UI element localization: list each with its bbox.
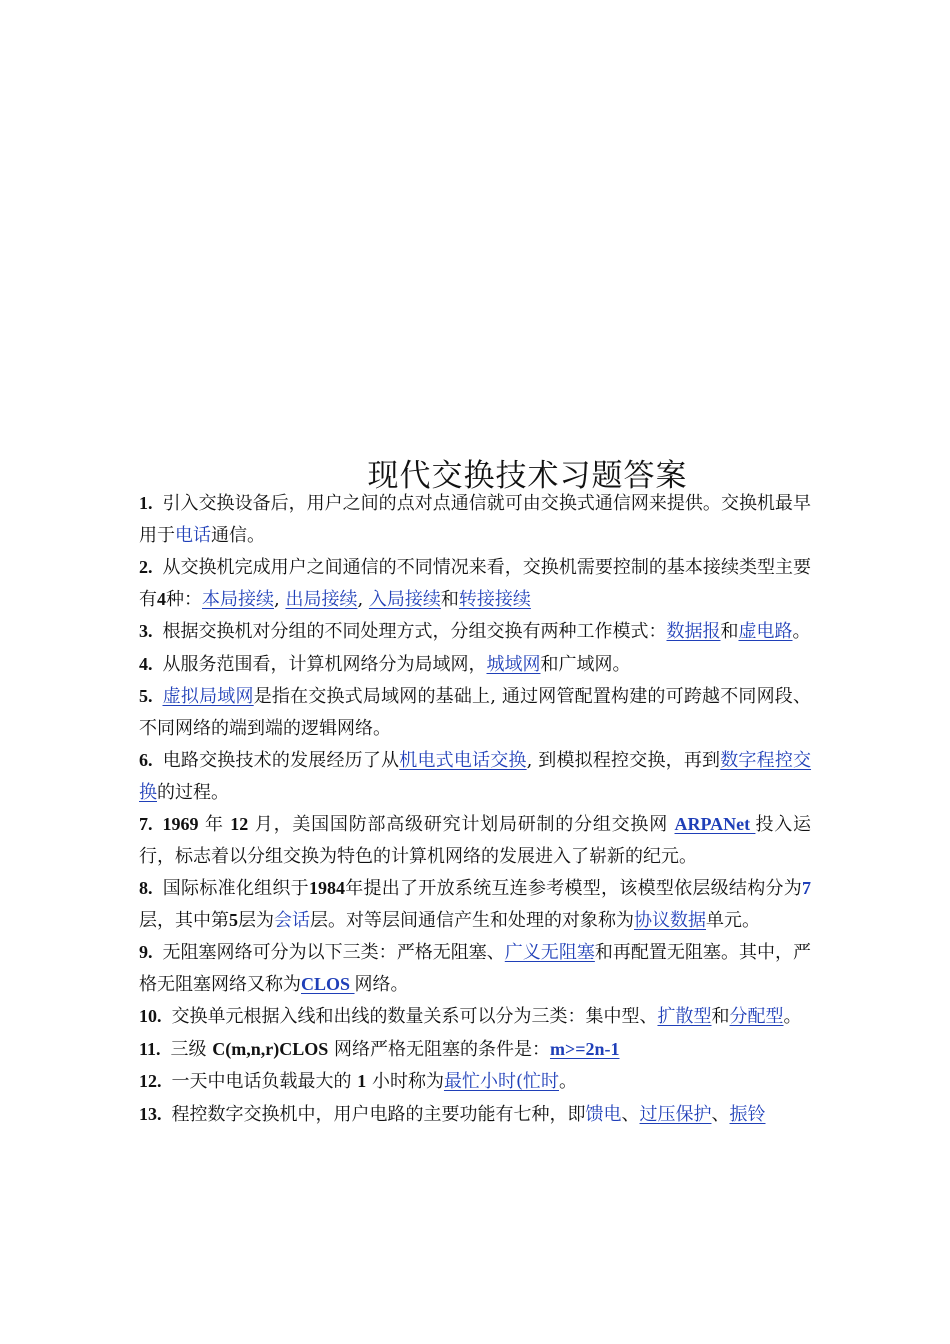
item-text: 年提出了开放系统互连参考模型，该模型依层级结构分为 (344, 878, 803, 899)
answer-link[interactable]: 数字程控交换 (139, 750, 812, 803)
item-text: 电路交换技术的发展经历了从 (162, 750, 400, 771)
item-text: , (274, 588, 286, 610)
answer-link[interactable]: ARPANet (674, 814, 756, 834)
answer-link[interactable]: 过压保护 (639, 1103, 712, 1125)
item-number: 6. (139, 750, 153, 770)
answer-link[interactable]: 本局接续 (202, 588, 274, 610)
answer-link[interactable]: 分配型 (729, 1006, 784, 1027)
highlighted-text: 会话 (274, 909, 310, 931)
item-number: 7. (139, 814, 153, 834)
highlighted-text: 5 (229, 909, 238, 930)
answer-link[interactable]: 虚电路 (738, 621, 793, 642)
item-text: 、 (711, 1103, 730, 1125)
item-number: 1. (139, 493, 153, 513)
highlighted-text: 4 (157, 588, 166, 609)
highlighted-text: 12 (230, 814, 249, 834)
answer-link[interactable]: 转接接续 (458, 588, 531, 610)
answer-item (139, 1034, 811, 1066)
item-text: 程控数字交换机中，用户电路的主要功能有七种，即 (171, 1103, 586, 1125)
item-text: 交换单元根据入线和出线的数量关系可以分为三类：集中型、 (171, 1006, 658, 1027)
answer-link[interactable]: CLOS (301, 973, 355, 994)
item-number: 13. (139, 1103, 162, 1124)
item-text: 年 (198, 814, 231, 835)
answer-link[interactable]: 扩散型 (657, 1006, 712, 1027)
answer-link[interactable]: 城域网 (486, 653, 541, 675)
item-text: 一天中电话负载最大的 (171, 1071, 358, 1092)
answer-link[interactable]: 广义无阻塞 (504, 942, 595, 963)
item-text: 月，美国国防部高级研究计划局研制的分组交换网 (248, 814, 675, 835)
answer-item (139, 1066, 811, 1098)
answer-item (139, 745, 811, 808)
highlighted-text: 7 (802, 878, 812, 898)
answer-link[interactable]: m>=2n-1 (549, 1038, 620, 1059)
item-text: 。 (559, 1071, 577, 1092)
highlighted-text: C(m,n,r)CLOS (212, 1038, 329, 1059)
item-text: , (357, 588, 369, 610)
answer-link[interactable]: 出局接续 (285, 588, 358, 610)
item-text: 通信。 (211, 524, 265, 546)
answer-item (139, 873, 811, 936)
item-text: 投入运行，标志着以分组交换为特色的计算机网络的发展进入了崭新的纪元。 (139, 814, 812, 867)
answer-item (139, 681, 811, 744)
item-number: 9. (139, 942, 153, 962)
item-text: 网络。 (354, 973, 409, 995)
item-text: 和 (711, 1006, 730, 1027)
item-text: 小时称为 (366, 1071, 444, 1092)
highlighted-text: 馈电 (585, 1103, 622, 1125)
item-text: 从服务范围看，计算机网络分为局域网， (162, 653, 487, 675)
answer-item (139, 649, 811, 681)
item-text: 和 (440, 588, 459, 610)
answer-link[interactable]: 虚拟局域网 (162, 686, 254, 707)
answer-list (139, 488, 811, 1130)
item-text: 根据交换机对分组的不同处理方式，分组交换有两种工作模式： (162, 621, 667, 642)
item-number: 11. (139, 1038, 161, 1059)
answer-item (139, 616, 811, 648)
answer-item (139, 488, 811, 551)
item-text: 单元。 (706, 909, 760, 931)
item-text: 。 (783, 1006, 802, 1027)
item-text: 的过程。 (157, 781, 229, 803)
answer-link[interactable]: 最忙小时(忙时 (443, 1071, 559, 1092)
item-text: 、 (621, 1103, 640, 1125)
item-number: 4. (139, 653, 153, 674)
answer-item (139, 1099, 811, 1131)
answer-link[interactable]: 数据报 (666, 621, 721, 642)
page-title: 现代交换技术习题答案 (367, 458, 688, 494)
item-number: 3. (139, 621, 153, 641)
item-number: 12. (139, 1071, 162, 1091)
item-text: 三级 (170, 1038, 213, 1060)
item-text: 无阻塞网络可分为以下三类：严格无阻塞、 (162, 942, 505, 963)
item-text: 和再配置无阻塞。其中，严格无阻塞网络又称为 (139, 942, 812, 995)
item-text: 是指在交换式局域网的基础上, 通过网管配置构建的可跨越不同网段、不同网络的端到端的逻辑网络。 (139, 686, 812, 739)
item-text: 和广域网。 (540, 653, 631, 675)
answer-link[interactable]: 机电式电话交换 (399, 750, 527, 771)
item-text: 引入交换设备后，用户之间的点对点通信就可由交换式通信网来提供。交换机最早用于 (139, 493, 811, 546)
answer-item (139, 1001, 811, 1033)
item-number: 5. (139, 686, 153, 706)
item-number: 8. (139, 878, 153, 898)
item-text: 层。对等层间通信产生和处理的对象称为 (310, 909, 634, 931)
item-text: 层，其中第 (139, 909, 229, 931)
answer-item (139, 937, 811, 1000)
item-text: 种： (166, 588, 202, 610)
item-number: 10. (139, 1006, 162, 1026)
item-text: 层为 (238, 909, 274, 931)
highlighted-text: 1984 (308, 878, 345, 898)
item-text: , 到模拟程控交换，再到 (526, 750, 721, 771)
answer-link[interactable]: 入局接续 (368, 588, 441, 610)
highlighted-text: 1969 (162, 814, 199, 834)
item-text: 从交换机完成用户之间通信的不同情况来看，交换机需要控制的基本接续类型主要有 (139, 557, 811, 610)
item-text: 和 (720, 621, 739, 642)
answer-link[interactable]: 振铃 (729, 1103, 766, 1125)
highlighted-text: 电话 (175, 524, 211, 546)
answer-item (139, 809, 811, 872)
item-text: 。 (792, 621, 811, 642)
item-number: 2. (139, 557, 153, 577)
item-text: 网络严格无阻塞的条件是： (328, 1038, 550, 1060)
highlighted-text: 1 (357, 1071, 367, 1091)
item-text: 国际标准化组织于 (162, 878, 309, 899)
answer-link[interactable]: 协议数据 (634, 909, 706, 931)
answer-item (139, 552, 811, 615)
